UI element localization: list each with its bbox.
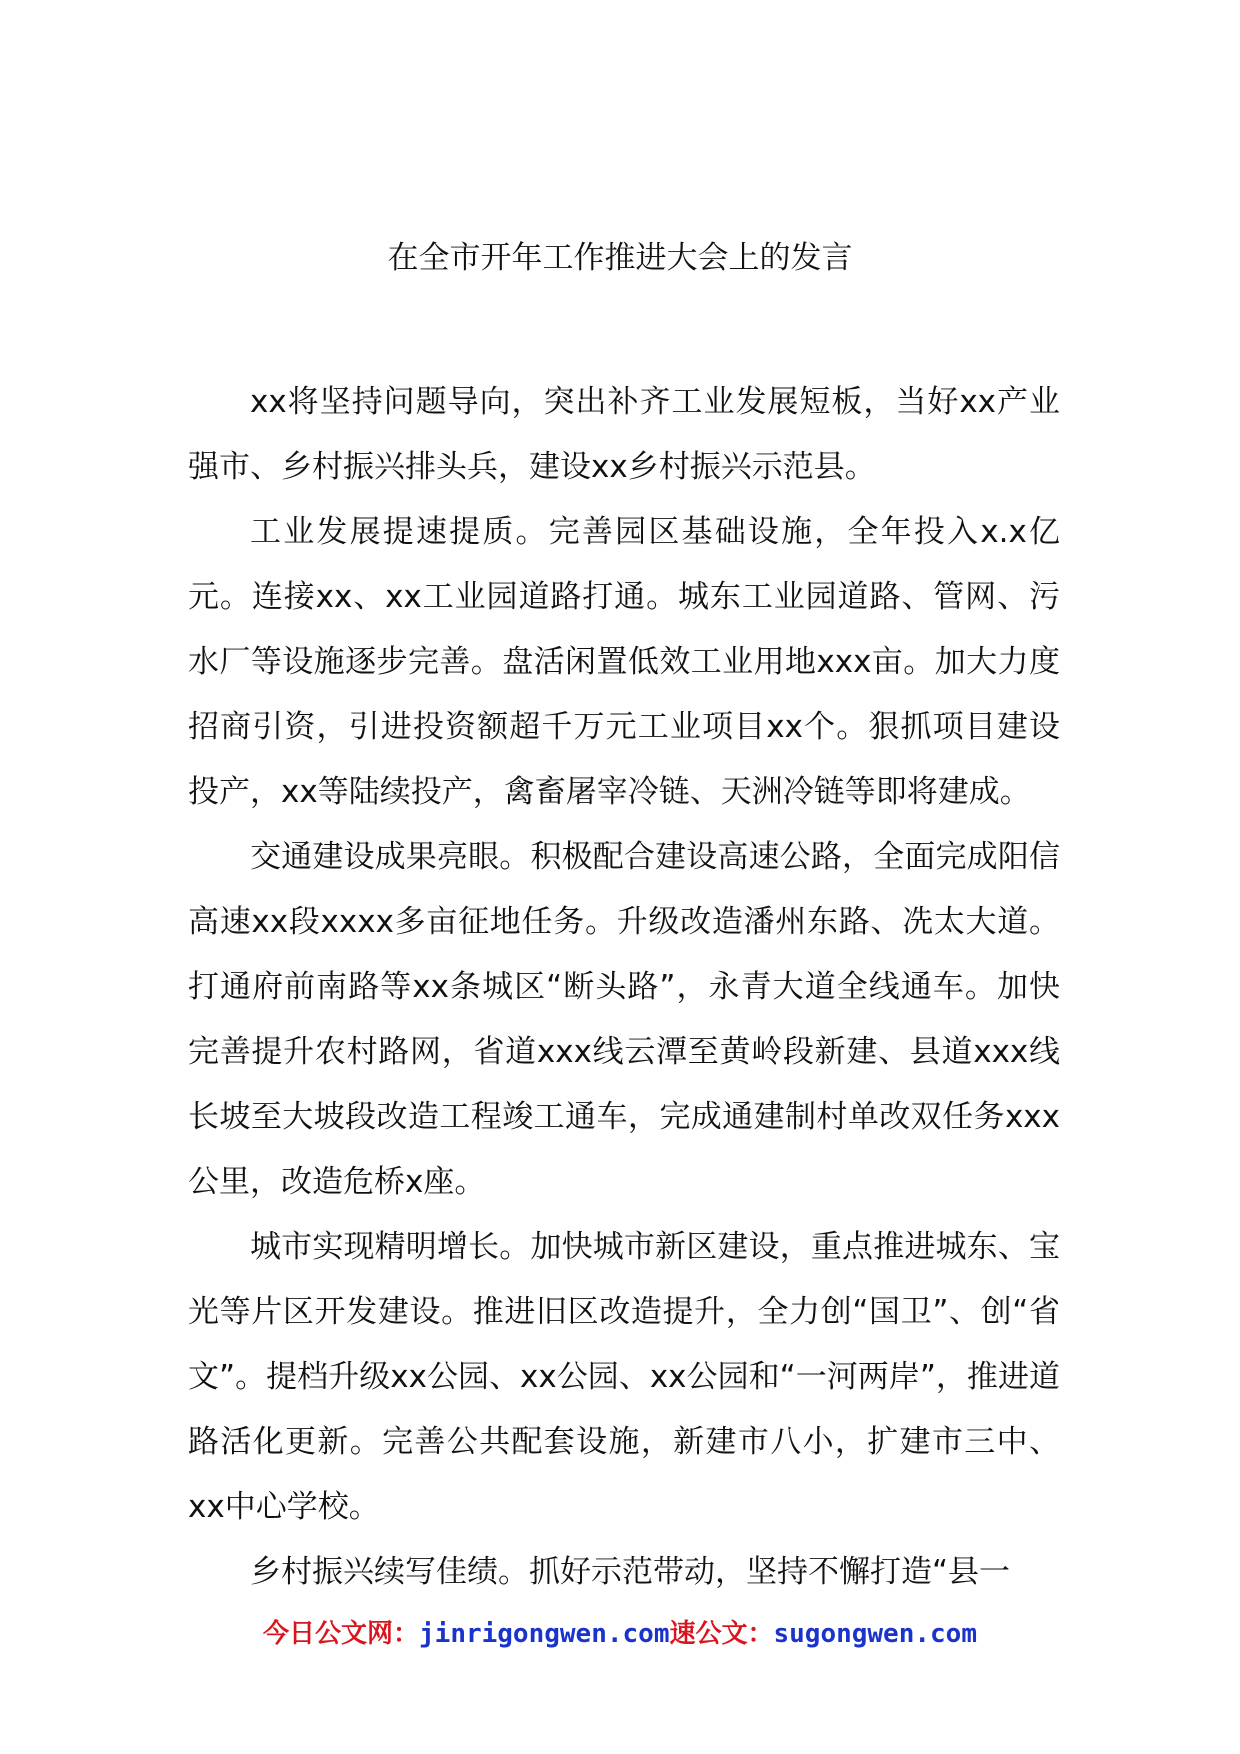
footer-label-2: 速公文： (669, 1619, 774, 1649)
footer-site-1: jinrigongwen.com (419, 1619, 670, 1649)
document-title: 在全市开年工作推进大会上的发言 (387, 240, 853, 276)
paragraph: 城市实现精明增长。加快城市新区建设，重点推进城东、宝光等片区开发建设。推进旧区改造提升，全力创“国卫”、创“省文”。提档升级xx公园、xx公园、xx公园和“一河两岸”，推进道路活化更新。完善公共配套设施，新建市八小，扩建市三中、xx中心学校。 (188, 1229, 1060, 1525)
footer-label-1: 今日公文网： (263, 1619, 420, 1649)
paragraph: 乡村振兴续写佳绩。抓好示范带动，坚持不懈打造“县一 (250, 1554, 1011, 1590)
footer-site-2: sugongwen.com (773, 1619, 977, 1649)
document-body (188, 370, 1060, 1605)
paragraph: xx将坚持问题导向，突出补齐工业发展短板，当好xx产业强市、乡村振兴排头兵，建设xx乡村振兴示范县。 (188, 384, 1060, 485)
paragraph: 交通建设成果亮眼。积极配合建设高速公路，全面完成阳信高速xx段xxxx多亩征地任务。升级改造潘州东路、冼太大道。打通府前南路等xx条城区“断头路”，永青大道全线通车。加快完善提升农村路网，省道xxx线云潭至黄岭段新建、县道xxx线长坡至大坡段改造工程竣工通车，完成通建制村单改双任务xxx公里，改造危桥x座。 (188, 839, 1060, 1200)
footer-watermark (0, 1617, 1240, 1651)
paragraph: 工业发展提速提质。完善园区基础设施，全年投入x.x亿元。连接xx、xx工业园道路打通。城东工业园道路、管网、污水厂等设施逐步完善。盘活闲置低效工业用地xxx亩。加大力度招商引资，引进投资额超千万元工业项目xx个。狠抓项目建设投产，xx等陆续投产，禽畜屠宰冷链、天洲冷链等即将建成。 (188, 514, 1060, 810)
